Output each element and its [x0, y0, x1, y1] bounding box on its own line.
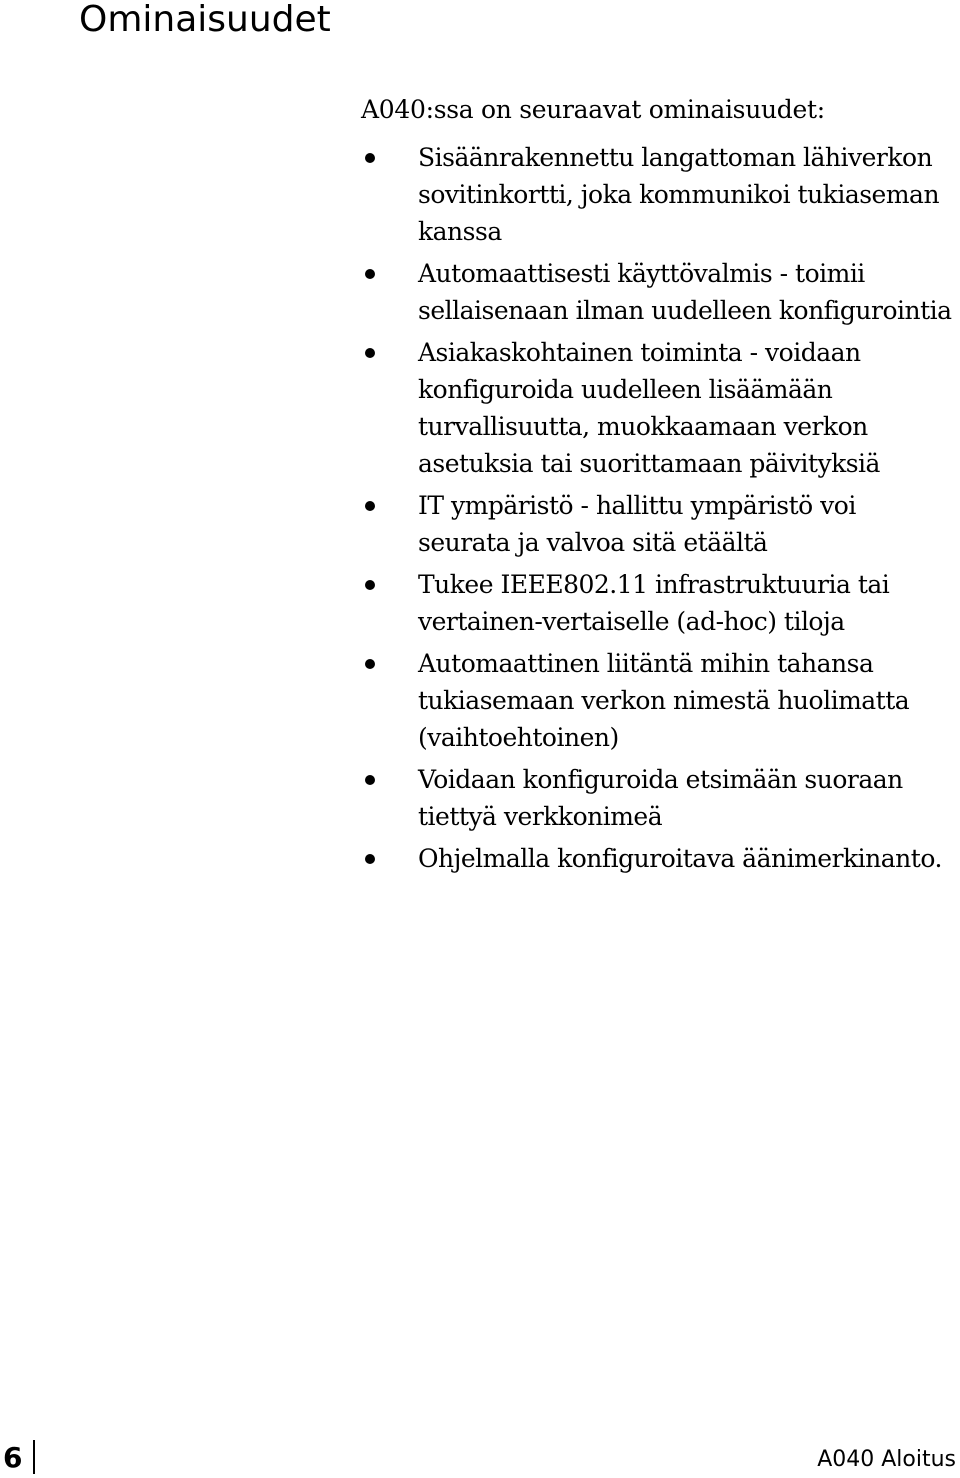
page-number: 6 — [3, 1441, 23, 1474]
bullet-icon — [365, 348, 375, 358]
bullet-icon — [365, 153, 375, 163]
feature-item-8 — [361, 840, 960, 877]
feature-item-2 — [361, 255, 960, 329]
feature-line: (vaihtoehtoinen) — [418, 723, 619, 752]
feature-line: vertainen-vertaiselle (ad-hoc) tiloja — [418, 607, 845, 636]
feature-line: asetuksia tai suorittamaan päivityksiä — [418, 449, 880, 478]
feature-line: Automaattinen liitäntä mihin tahansa — [418, 649, 874, 678]
feature-line: kanssa — [418, 217, 502, 246]
footer-document-title: A040 Aloitus — [817, 1447, 956, 1472]
feature-line: tiettyä verkkonimeä — [418, 802, 663, 831]
feature-item-6 — [361, 645, 960, 756]
feature-line: Ohjelmalla konfiguroitava äänimerkinanto. — [418, 844, 942, 873]
feature-item-3 — [361, 334, 960, 482]
bullet-icon — [365, 775, 375, 785]
bullet-icon — [365, 501, 375, 511]
footer-divider — [33, 1440, 35, 1474]
feature-line: sovitinkortti, joka kommunikoi tukiaseman — [418, 180, 940, 209]
feature-line: seurata ja valvoa sitä etäältä — [418, 528, 768, 557]
bullet-icon — [365, 659, 375, 669]
feature-item-5 — [361, 566, 960, 640]
bullet-icon — [365, 269, 375, 279]
feature-line: Voidaan konfiguroida etsimään suoraan — [418, 765, 903, 794]
feature-item-7 — [361, 761, 960, 835]
feature-item-4 — [361, 487, 960, 561]
feature-line: Sisäänrakennettu langattoman lähiverkon — [418, 143, 933, 172]
bullet-icon — [365, 580, 375, 590]
feature-line: Automaattisesti käyttövalmis - toimii — [418, 259, 865, 288]
feature-line: Asiakaskohtainen toiminta - voidaan — [418, 338, 861, 367]
feature-line: tukiasemaan verkon nimestä huolimatta — [418, 686, 910, 715]
bullet-icon — [365, 854, 375, 864]
intro-text: A040:ssa on seuraavat ominaisuudet: — [361, 95, 825, 124]
feature-line: konfiguroida uudelleen lisäämään — [418, 375, 833, 404]
feature-line: IT ympäristö - hallittu ympäristö voi — [418, 491, 856, 520]
feature-line: sellaisenaan ilman uudelleen konfigurointia — [418, 296, 952, 325]
feature-list — [361, 139, 960, 882]
feature-item-1 — [361, 139, 960, 250]
feature-line: Tukee IEEE802.11 infrastruktuuria tai — [418, 570, 890, 599]
page-title: Ominaisuudet — [79, 0, 331, 40]
feature-line: turvallisuutta, muokkaamaan verkon — [418, 412, 868, 441]
